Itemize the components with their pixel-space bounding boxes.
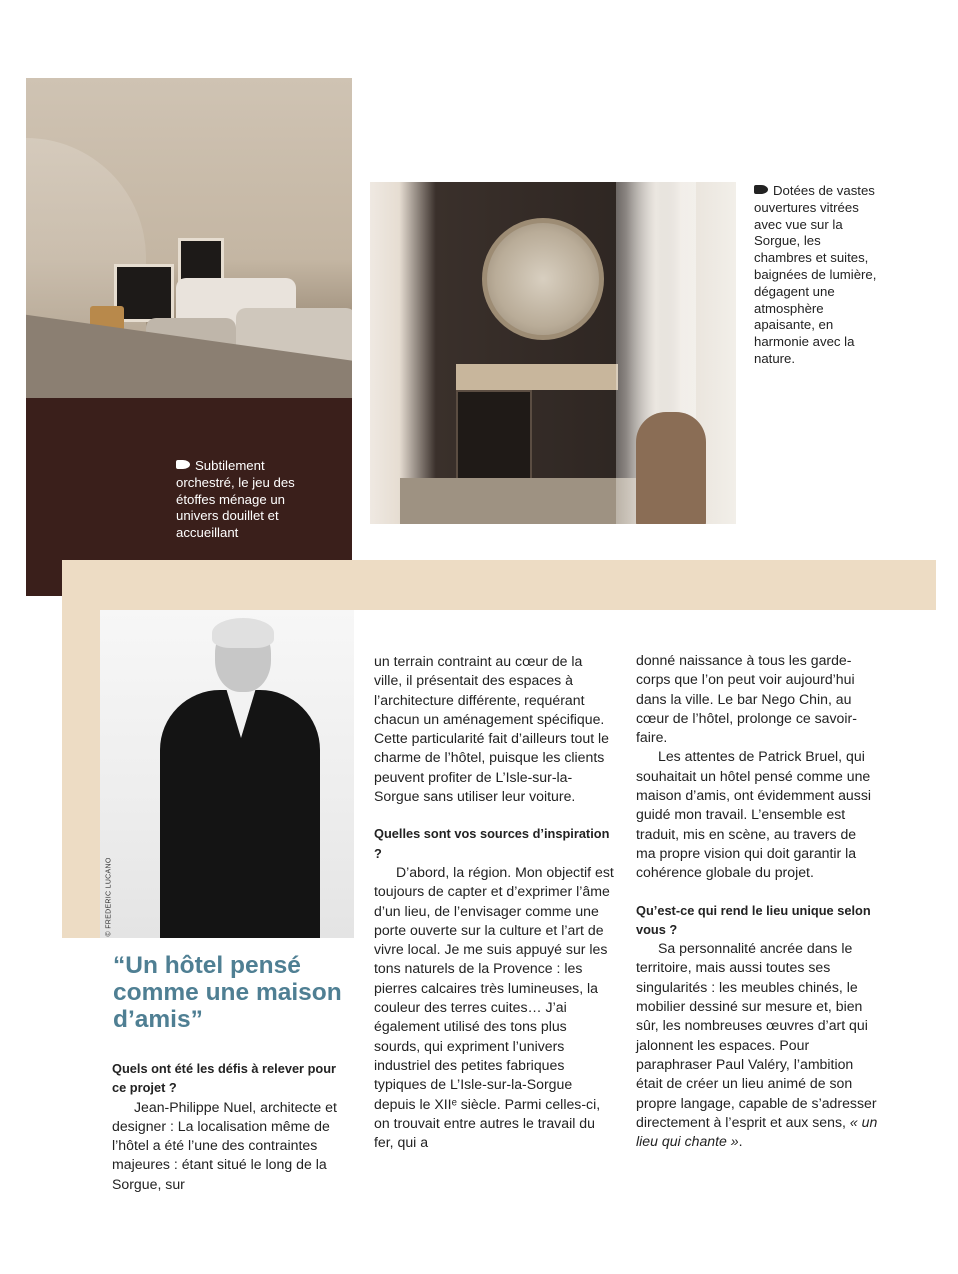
beige-band [62,560,936,610]
answer-paragraph: Jean-Philippe Nuel, architecte et designer : La localisation même de l’hôtel a été l’une des contraintes majeures : étant situé le long de la Sorgue, sur [112,1098,337,1192]
round-mirror [482,218,604,340]
stone-counter [456,364,618,390]
question-heading: Quelles sont vos sources d’inspiration ? [374,826,610,861]
bedroom-caption-text: Subtilement orchestré, le jeu des étoffes ménage un univers douillet et accueillant [176,458,295,541]
portrait-photo [100,610,354,938]
answer-text: Sa personnalité ancrée dans le territoire, mais aussi toutes ses singularités : les meubles chinés, le mobilier dessiné sur mesure et, bien sûr, les nombreuses œuvres d’art qui jalonnent les espaces. Pour paraphraser Paul Valéry, l’ambition était de créer un lieu animé de son propre langage, capable de s’adresser directement à l’esprit et aux sens, [636,940,877,1130]
photo-credit-text: © FREDERIC LUCANO [105,857,113,937]
vanity-cabinet [456,390,532,484]
photo-credit [100,850,112,940]
answer-paragraph: D’abord, la région. Mon objectif est toujours de capter et d’exprimer l’âme d’un lieu, de l’envisager comme une porte ouverte sur la culture et l’art de vivre local. Je me suis appuyé sur les tons naturels de la Provence : les pierres calcaires très lumineuses, la couleur des terres cuites… J’ai également utilisé des tons plus sourds, qui expriment l’univers industriel des petites fabriques typiques de L’Isle-sur-la-Sorgue depuis le XIIᵉ siècle. Parmi celles-ci, on trouvait entre autres le travail du fer, qui a [374,863,614,1151]
quoted-phrase: « un lieu qui chante » [636,1113,878,1150]
bathroom-photo [370,182,736,524]
article-column-left [112,1059,350,1194]
article-column-middle [374,652,614,1152]
question-heading: Qu’est-ce qui rend le lieu unique selon vous ? [636,902,871,937]
bullet-icon [176,460,190,469]
bathroom-caption [754,183,880,368]
bedroom-caption [176,458,322,542]
question-heading: Quels ont été les défis à relever pour ce projet ? [112,1061,337,1096]
bullet-icon [754,185,768,194]
answer-paragraph: un terrain contraint au cœur de la ville, il présentait des espaces à l’architecture différente, requérant chacun un aménagement spécifique. Cette particularité fait d’ailleurs tout le charme de l’hôtel, puisque les clients peuvent profiter de L’Isle-sur-la-Sorgue sans utiliser leur voiture. [374,653,610,805]
answer-paragraph: Les attentes de Patrick Bruel, qui souhaitait un hôtel pensé comme une maison d’amis, ont évidemment aussi guidé mon travail. L’ensemble est traduit, mis en scène, au travers de ma propre vision qui doit garantir la cohérence globale du projet. [636,748,871,881]
pull-quote: “Un hôtel pensé comme une maison d’amis” [113,952,342,1033]
answer-paragraph [636,939,878,1151]
answer-paragraph: donné naissance à tous les garde-corps que l’on peut voir aujourd’hui dans la ville. Le bar Nego Chin, au cœur de l’hôtel, prolonge ce savoir-faire. [636,652,857,746]
olive-tree-vase [636,412,706,524]
portrait-hair [212,618,274,648]
answer-end: . [738,1133,743,1150]
wall-frame [178,238,224,282]
beige-band-left [62,560,100,938]
bathroom-caption-text: Dotées de vastes ouvertures vitrées avec vue sur la Sorgue, les chambres et suites, baignées de lumière, dégagent une atmosphère apaisante, en harmonie avec la nature. [754,183,877,366]
article-column-right [636,651,878,1151]
